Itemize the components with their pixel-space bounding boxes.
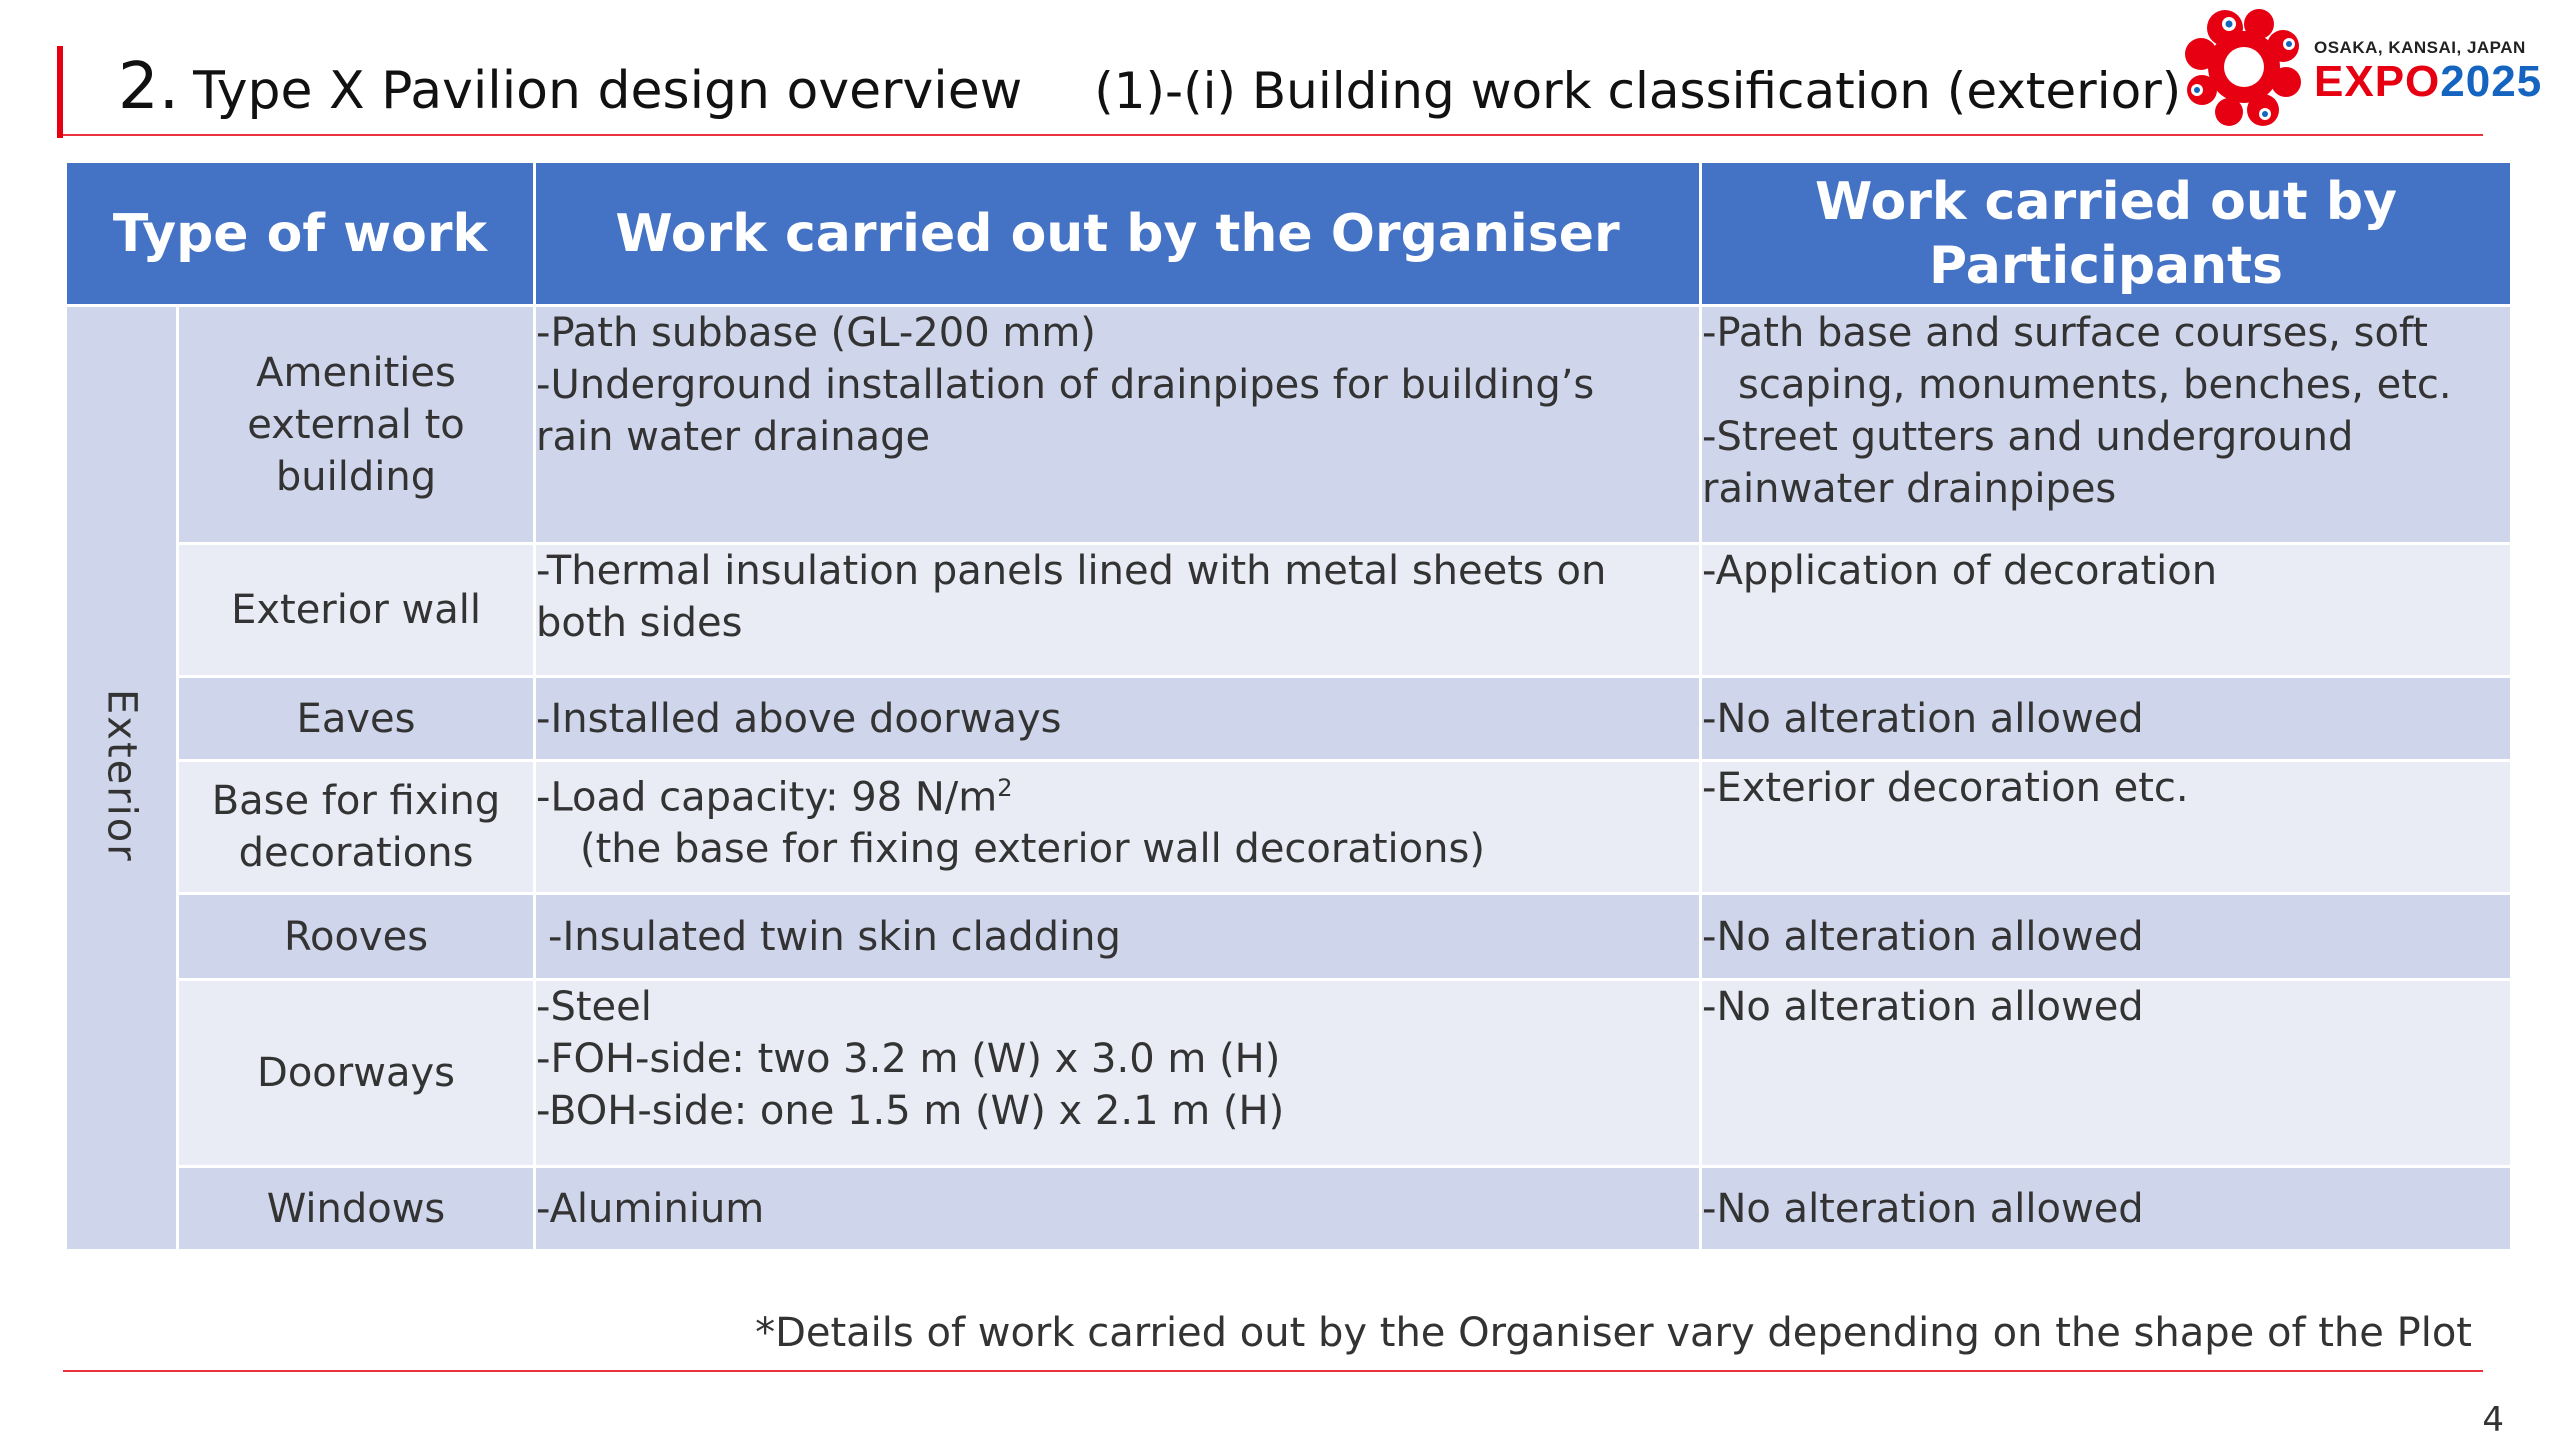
participants-cell: -Exterior decoration etc.: [1701, 761, 2512, 894]
expo-logo-text: [2314, 38, 2542, 106]
logo-expo: EXPO: [2314, 57, 2441, 106]
table-row: [66, 1167, 2512, 1251]
header-organiser: Work carried out by the Organiser: [535, 162, 1701, 306]
organiser-cell: -Load capacity: 98 $N/m^2$ (the base for fixing exterior wall decorations): [535, 761, 1701, 894]
table-row: [66, 544, 2512, 677]
logo-wordmark: [2314, 58, 2542, 106]
type-cell: Doorways: [178, 980, 535, 1167]
group-cell: [66, 306, 178, 1251]
header-participants: Work carried out by Participants: [1701, 162, 2512, 306]
organiser-cell: -Thermal insulation panels lined with metal sheets on both sides: [535, 544, 1701, 677]
participants-cell: -No alteration allowed: [1701, 1167, 2512, 1251]
type-cell: Base for fixing decorations: [178, 761, 535, 894]
table-row: [66, 894, 2512, 980]
participants-cell: -Path base and surface courses, soft scaping, monuments, benches, etc. -Street gutters and underground rainwater drainpipes: [1701, 306, 2512, 544]
participants-cell: -Application of decoration: [1701, 544, 2512, 677]
footer-underline: [63, 1370, 2483, 1372]
table-header-row: [66, 162, 2512, 306]
table-row: [66, 761, 2512, 894]
table-row: [66, 980, 2512, 1167]
type-cell: Amenities external to building: [178, 306, 535, 544]
expo-logo-icon: [2185, 6, 2303, 128]
type-cell: Windows: [178, 1167, 535, 1251]
organiser-cell: -Insulated twin skin cladding: [535, 894, 1701, 980]
logo-location: OSAKA, KANSAI, JAPAN: [2314, 38, 2526, 57]
title-text: Type X Pavilion design overview: [193, 61, 1023, 121]
organiser-cell: -Path subbase (GL-200 mm) -Underground installation of drainpipes for building’s rain water drainage: [535, 306, 1701, 544]
group-label-exterior: Exterior: [98, 689, 145, 863]
type-cell: Exterior wall: [178, 544, 535, 677]
title-accent-bar: [57, 46, 63, 138]
footnote: *Details of work carried out by the Organiser vary depending on the shape of the Plot: [755, 1310, 2472, 1356]
header-type-of-work: Type of work: [66, 162, 535, 306]
section-number: 2.: [118, 50, 180, 124]
page-number: 4: [2482, 1400, 2504, 1440]
participants-cell: -No alteration allowed: [1701, 894, 2512, 980]
table-row: [66, 677, 2512, 761]
type-cell: Rooves: [178, 894, 535, 980]
participants-cell: -No alteration allowed: [1701, 677, 2512, 761]
type-cell: Eaves: [178, 677, 535, 761]
organiser-cell: -Steel -FOH-side: two 3.2 m (W) x 3.0 m (H) -BOH-side: one 1.5 m (W) x 2.1 m (H): [535, 980, 1701, 1167]
participants-cell: -No alteration allowed: [1701, 980, 2512, 1167]
work-classification-table: [64, 160, 2513, 1252]
organiser-cell: -Installed above doorways: [535, 677, 1701, 761]
organiser-cell: -Aluminium: [535, 1167, 1701, 1251]
title-underline: [63, 134, 2483, 136]
logo-year: 2025: [2440, 57, 2543, 106]
table-row: [66, 306, 2512, 544]
page-title: [118, 50, 2181, 130]
subtitle-text: (1)-(i) Building work classification (exterior): [1094, 62, 2182, 120]
